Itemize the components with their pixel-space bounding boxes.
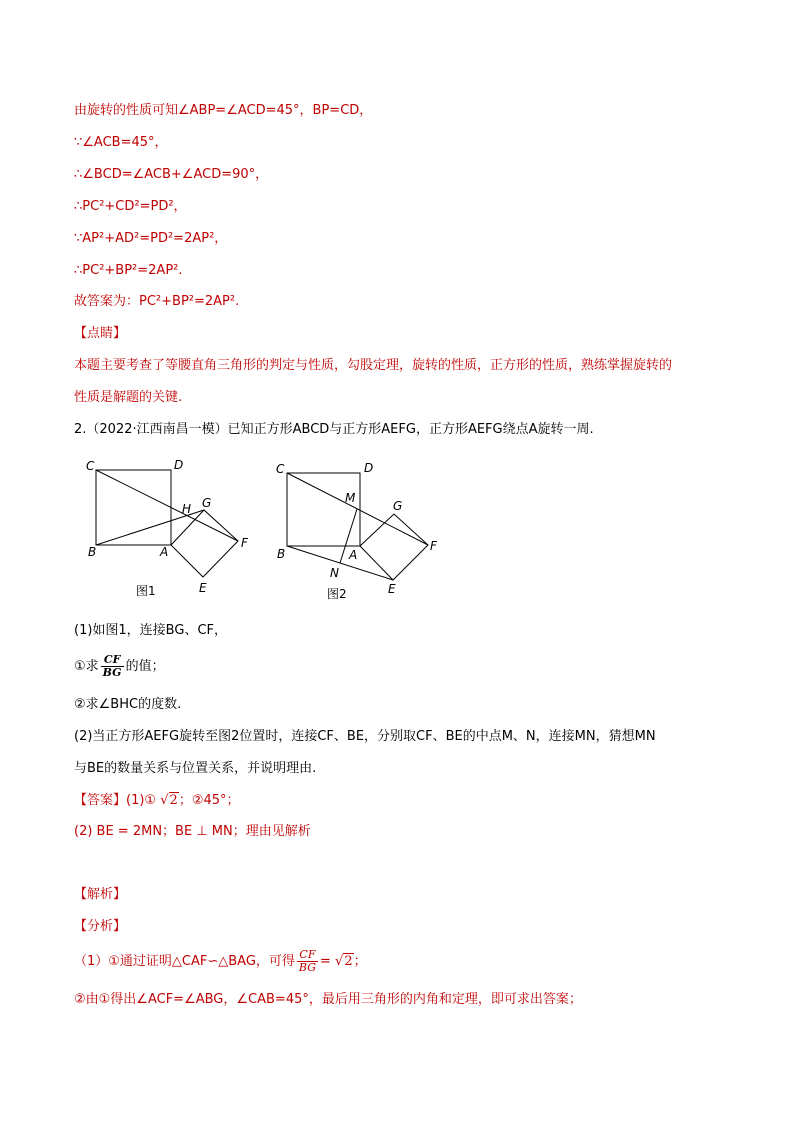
analysis-line-2: ②由①得出∠ACF=∠ABG，∠CAB=45°，最后用三角形的内角和定理，即可求出答案； <box>74 992 582 1007</box>
solution-line-7: 故答案为：PC²+BP²=2AP². <box>74 294 240 309</box>
dianjing-heading: 【点睛】 <box>74 326 127 341</box>
solution-line-5: ∵AP²+AD²=PD²=2AP²， <box>74 231 228 246</box>
fraction-numerator: CF <box>101 654 124 667</box>
figure-1-caption: 图1 <box>136 584 156 598</box>
square-abcd <box>96 470 171 545</box>
label-e: E <box>388 582 396 596</box>
sqrt-radicand: 2 <box>169 793 178 808</box>
analysis-line-1-prefix: （1）①通过证明△CAF∽△BAG，可得 <box>74 954 295 969</box>
answer-line-1 <box>74 792 240 810</box>
sqrt-2-analysis: √2 <box>335 954 353 969</box>
answer-part1-suffix: ；②45°； <box>178 793 240 808</box>
fraction-denominator: BG <box>102 666 122 679</box>
label-c: C <box>86 459 95 473</box>
question-1b: ②求∠BHC的度数. <box>74 697 182 712</box>
solution-line-6: ∴PC²+BP²=2AP². <box>74 263 183 278</box>
answer-part1-prefix: (1)① <box>126 793 157 808</box>
label-g: G <box>202 496 212 510</box>
label-e: E <box>199 581 207 595</box>
answer-line-2: (2) BE = 2MN；BE ⊥ MN；理由见解析 <box>74 824 311 839</box>
label-d: D <box>364 461 374 475</box>
jiexi-heading: 【解析】 <box>74 887 127 902</box>
square-aefg <box>360 514 428 580</box>
solution-line-4: ∴PC²+CD²=PD²， <box>74 199 187 214</box>
label-b: B <box>277 547 286 561</box>
question-1: (1)如图1，连接BG、CF， <box>74 623 228 638</box>
label-b: B <box>88 545 97 559</box>
square-aefg <box>171 510 238 577</box>
solution-line-2: ∵∠ACB=45°， <box>74 135 168 150</box>
solution-line-1: 由旋转的性质可知∠ABP=∠ACD=45°，BP=CD， <box>74 103 373 118</box>
question-2-line-2: 与BE的数量关系与位置关系，并说明理由. <box>74 761 317 776</box>
segment-cf <box>96 470 238 541</box>
label-a: A <box>160 545 169 559</box>
solution-line-3: ∴∠BCD=∠ACB+∠ACD=90°， <box>74 167 269 182</box>
segment-cf <box>287 473 428 545</box>
figure-2 <box>272 452 452 602</box>
question-1a-prefix: ①求 <box>74 659 99 674</box>
label-n: N <box>330 566 339 580</box>
label-m: M <box>345 491 356 505</box>
fenxi-heading: 【分析】 <box>74 919 127 934</box>
question-1a-suffix: 的值； <box>125 659 165 674</box>
question-1a <box>74 653 165 681</box>
fraction-numerator: CF <box>297 949 318 962</box>
dianjing-line-1: 本题主要考查了等腰直角三角形的判定与性质，勾股定理，旋转的性质，正方形的性质，熟练掌握旋转的 <box>74 358 673 373</box>
label-f: F <box>241 536 248 550</box>
sqrt-radicand: 2 <box>344 954 353 969</box>
label-g: G <box>393 499 403 513</box>
answer-heading: 【答案】 <box>74 793 127 808</box>
label-c: C <box>276 462 285 476</box>
dianjing-line-2: 性质是解题的关键. <box>74 390 183 405</box>
label-f: F <box>430 539 437 553</box>
figure-1 <box>84 452 264 602</box>
figure-2-caption: 图2 <box>327 587 347 601</box>
label-d: D <box>174 458 184 472</box>
sqrt-2: √2 <box>160 793 178 808</box>
fraction-denominator: BG <box>298 961 316 974</box>
analysis-line-1-suffix: ； <box>353 954 367 969</box>
label-a: A <box>349 548 358 562</box>
problem-2-stem: 2.（2022·江西南昌一模）已知正方形ABCD与正方形AEFG，正方形AEFG绕点A旋转一周. <box>74 422 594 437</box>
fraction-cf-over-bg <box>101 654 124 679</box>
question-2-line-1: (2)当正方形AEFG旋转至图2位置时，连接CF、BE，分别取CF、BE的中点M、N，连接MN，猜想MN <box>74 729 656 744</box>
equals-sign: = <box>320 954 331 969</box>
analysis-line-1 <box>74 948 367 976</box>
fraction-cf-over-bg-analysis <box>297 949 318 974</box>
label-h: H <box>182 502 192 516</box>
